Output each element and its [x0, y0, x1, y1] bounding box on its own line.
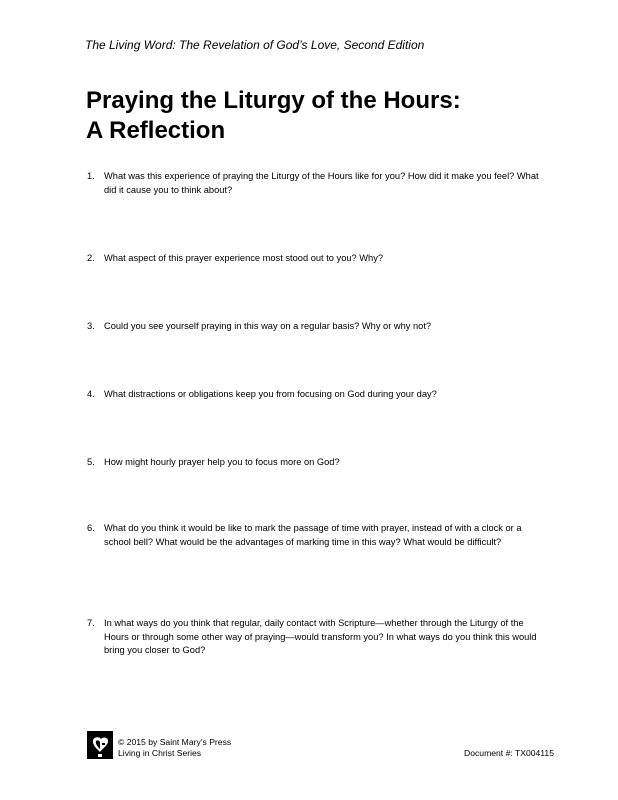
question-text: How might hourly prayer help you to focus more on God?: [104, 457, 340, 467]
question-5: [87, 456, 547, 470]
question-number: 5.: [87, 457, 95, 467]
question-number: 3.: [87, 321, 95, 331]
question-text: In what ways do you think that regular, daily contact with Scripture—whether through the Liturgy of the Hours or through some other way of praying—would transform you? In what ways do you think this would bring you closer to God?: [104, 618, 537, 656]
question-text: What was this experience of praying the Liturgy of the Hours like for you? How did it make you feel? What did it cause you to think about?: [104, 171, 539, 195]
question-number: 1.: [87, 171, 95, 181]
question-7: [87, 617, 547, 658]
footer-copyright-block: [118, 737, 231, 759]
question-4: [87, 388, 547, 402]
question-2: [87, 252, 547, 266]
question-number: 2.: [87, 253, 95, 263]
question-text: What do you think it would be like to mark the passage of time with prayer, instead of with a clock or a school bell? What would be the advantages of marking time in this way? What would be difficult?: [104, 523, 522, 547]
saint-marys-press-logo-icon: [87, 731, 113, 759]
footer-copyright: © 2015 by Saint Mary’s Press: [118, 737, 232, 747]
footer-series: Living in Christ Series: [118, 748, 202, 758]
question-number: 6.: [87, 523, 95, 533]
question-number: 4.: [87, 389, 95, 399]
question-text: Could you see yourself praying in this way on a regular basis? Why or why not?: [104, 321, 432, 331]
question-text: What aspect of this prayer experience most stood out to you? Why?: [104, 253, 384, 263]
question-1: [87, 170, 547, 197]
footer-document-number: Document #: TX004115: [464, 748, 554, 758]
question-3: [87, 320, 547, 334]
page-title: [86, 86, 556, 146]
book-title-header: The Living Word: The Revelation of God’s Love, Second Edition: [85, 38, 425, 52]
question-text: What distractions or obligations keep you from focusing on God during your day?: [104, 389, 437, 399]
question-number: 7.: [87, 618, 95, 628]
page-title-line-1: Praying the Liturgy of the Hours:: [86, 87, 461, 114]
page-title-line-2: A Reflection: [86, 117, 226, 144]
question-6: [87, 522, 547, 549]
